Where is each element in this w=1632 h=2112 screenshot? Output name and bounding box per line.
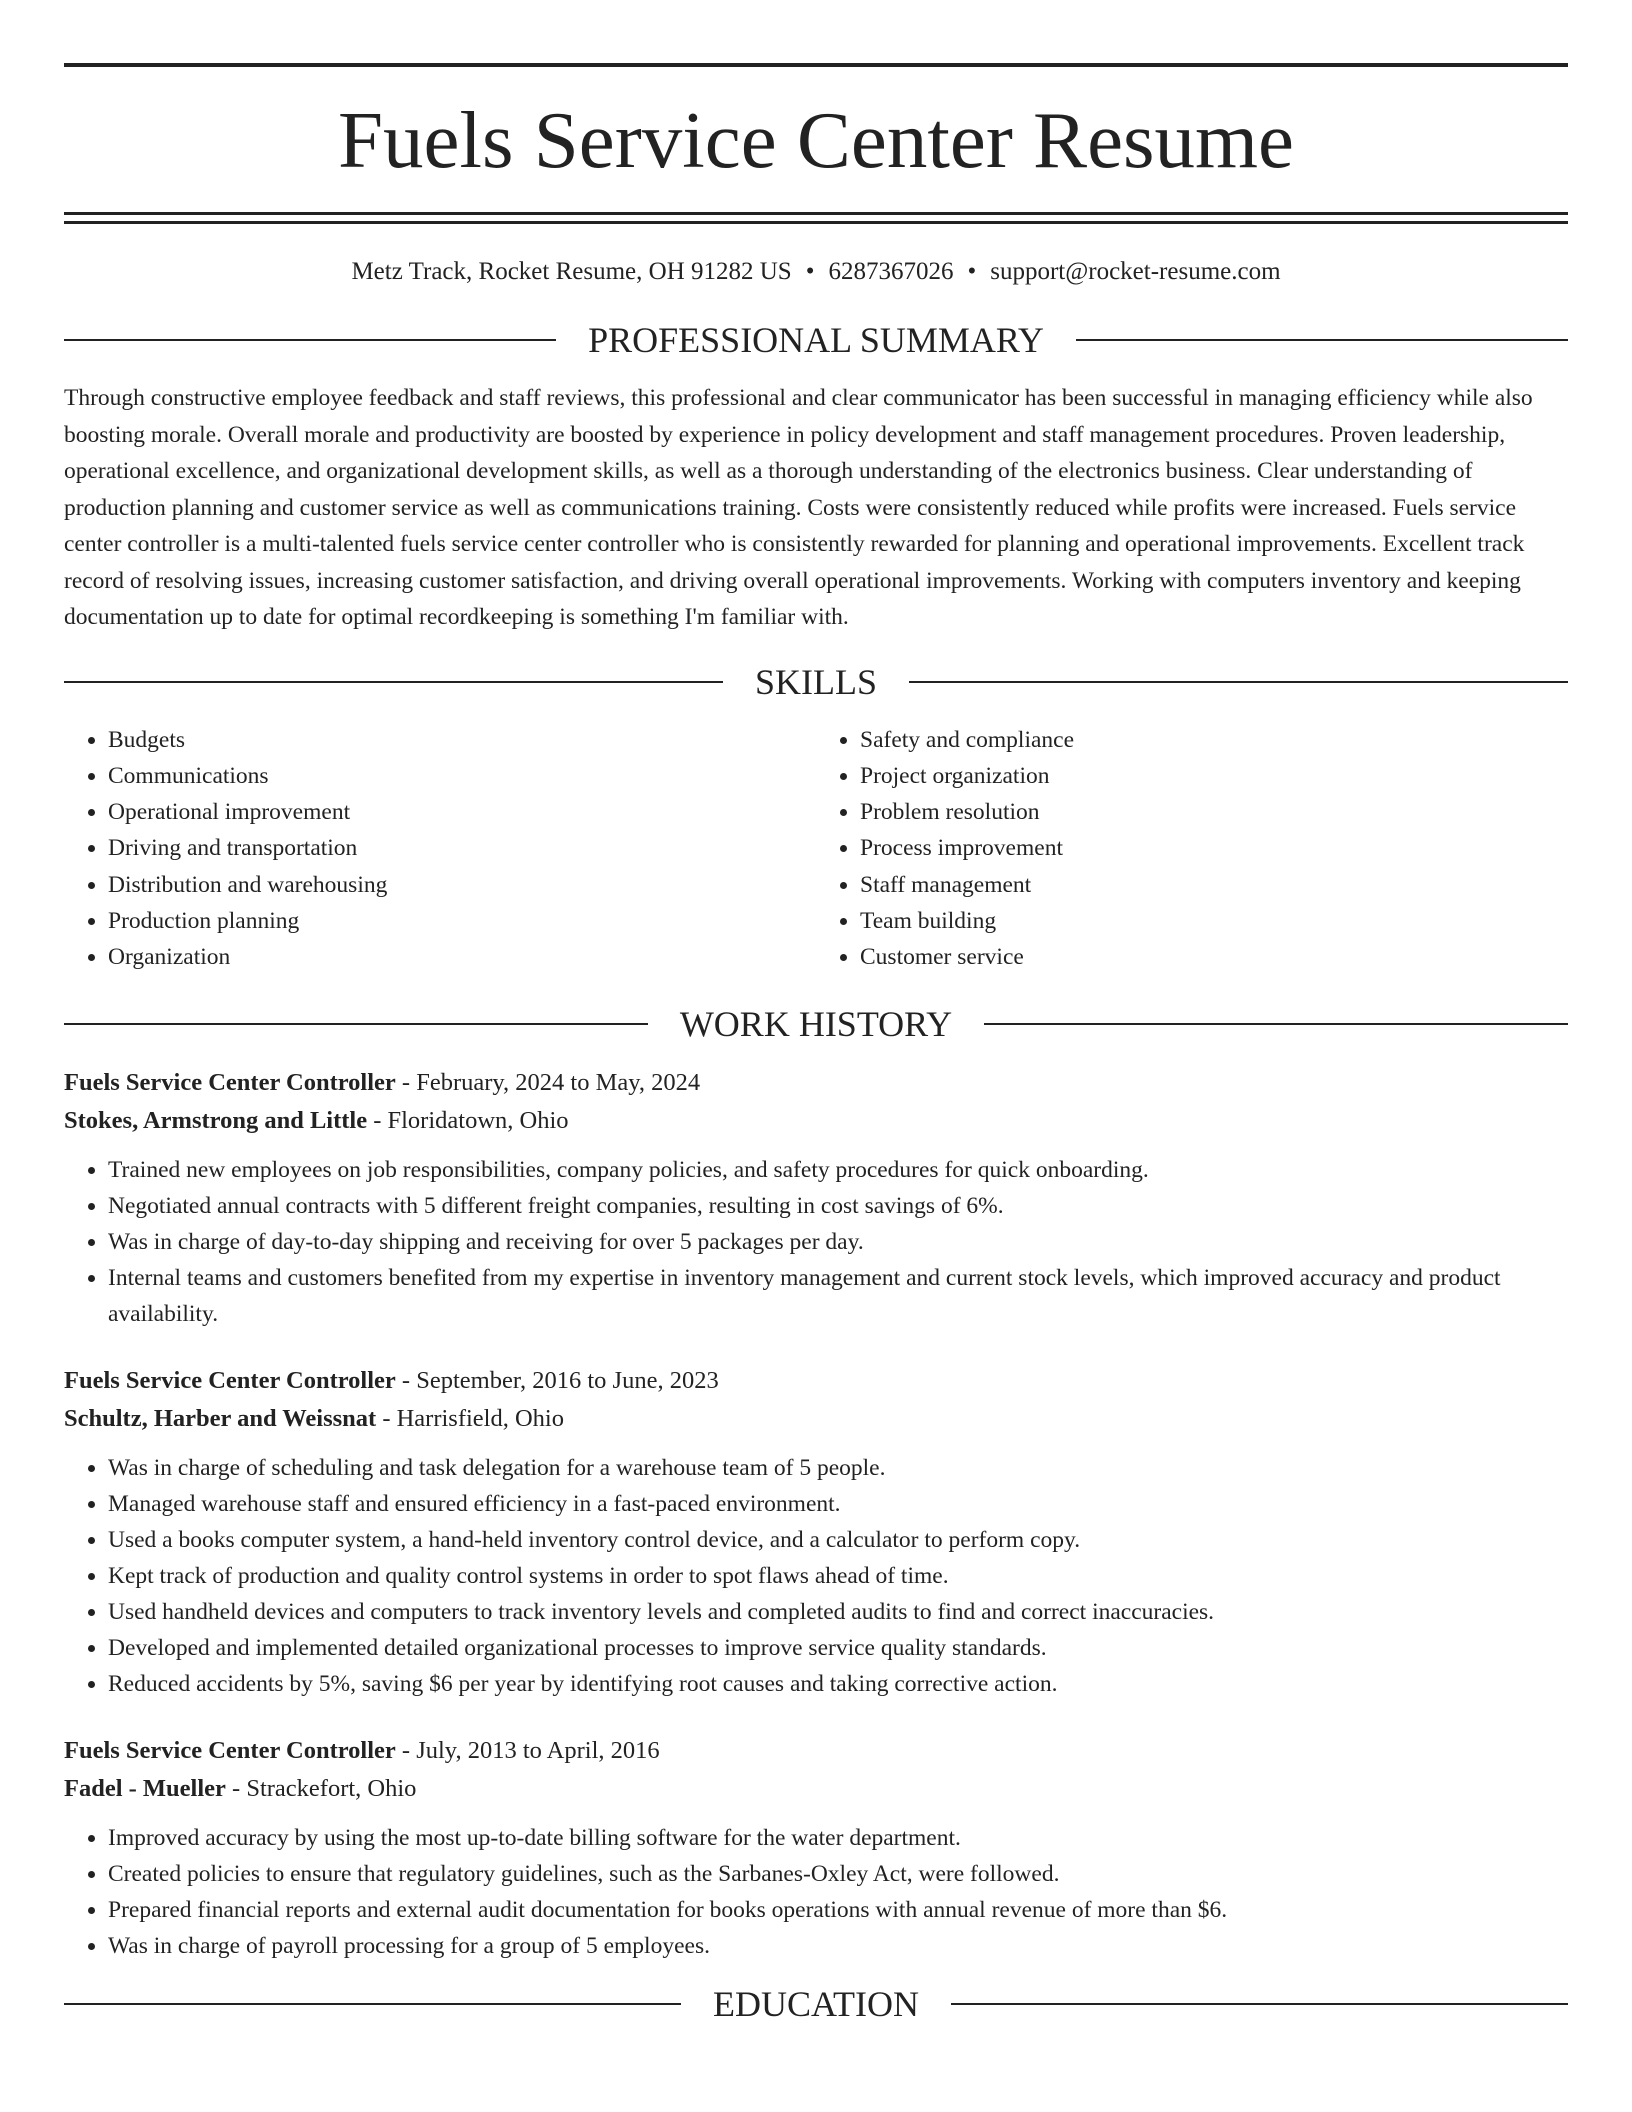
skill-item: • Team building bbox=[860, 903, 1568, 939]
skill-item: • Driving and transportation bbox=[108, 830, 816, 866]
job-title: Fuels Service Center Controller bbox=[64, 1736, 396, 1764]
section-title: EDUCATION bbox=[713, 1983, 919, 2024]
skill-item: • Customer service bbox=[860, 939, 1568, 975]
job-title: Fuels Service Center Controller bbox=[64, 1068, 396, 1096]
skill-item: • Communications bbox=[108, 758, 816, 794]
job-bullet: • Used a books computer system, a hand-held inventory control device, and a calculator to perform copy. bbox=[108, 1522, 1568, 1558]
skill-item: • Budgets bbox=[108, 722, 816, 758]
job-entry bbox=[64, 1064, 1568, 1332]
job-company: Schultz, Harber and Weissnat bbox=[64, 1404, 377, 1432]
job-bullet: • Reduced accidents by 5%, saving $6 per year by identifying root causes and taking corrective action. bbox=[108, 1666, 1568, 1702]
job-dates: - February, 2024 to May, 2024 bbox=[401, 1068, 701, 1096]
heading-rule-right bbox=[1076, 339, 1568, 341]
top-rule bbox=[64, 63, 1568, 67]
title-double-rule bbox=[64, 212, 1568, 224]
job-dates: - September, 2016 to June, 2023 bbox=[401, 1366, 719, 1394]
skill-item: • Organization bbox=[108, 939, 816, 975]
heading-rule-right bbox=[984, 1023, 1568, 1025]
job-entry bbox=[64, 1362, 1568, 1702]
section-heading-education bbox=[64, 1983, 1568, 2024]
job-title-row bbox=[64, 1732, 1568, 1770]
job-company-row bbox=[64, 1102, 1568, 1140]
job-bullets bbox=[64, 1450, 1568, 1702]
job-bullet: • Used handheld devices and computers to track inventory levels and completed audits to find and correct inaccuracies. bbox=[108, 1594, 1568, 1630]
contact-address: Metz Track, Rocket Resume, OH 91282 US bbox=[351, 258, 792, 285]
skills-list-right bbox=[816, 722, 1568, 976]
job-bullet: • Managed warehouse staff and ensured efficiency in a fast-paced environment. bbox=[108, 1486, 1568, 1522]
skill-item: • Project organization bbox=[860, 758, 1568, 794]
contact-separator: • bbox=[967, 258, 977, 285]
job-bullet: • Created policies to ensure that regulatory guidelines, such as the Sarbanes-Oxley Act, were followed. bbox=[108, 1856, 1568, 1892]
job-bullet: • Was in charge of day-to-day shipping and receiving for over 5 packages per day. bbox=[108, 1224, 1568, 1260]
job-bullets bbox=[64, 1152, 1568, 1332]
skill-item: • Operational improvement bbox=[108, 794, 816, 830]
job-company: Stokes, Armstrong and Little bbox=[64, 1106, 368, 1134]
job-company: Fadel - Mueller bbox=[64, 1774, 226, 1802]
contact-separator: • bbox=[805, 258, 815, 285]
job-bullet: • Prepared financial reports and external audit documentation for books operations with annual revenue of more than $6. bbox=[108, 1892, 1568, 1928]
job-company-row bbox=[64, 1770, 1568, 1808]
skills-list-left bbox=[64, 722, 816, 976]
job-title-row bbox=[64, 1362, 1568, 1400]
heading-rule-left bbox=[64, 1023, 648, 1025]
skill-item: • Safety and compliance bbox=[860, 722, 1568, 758]
job-bullet: • Trained new employees on job responsibilities, company policies, and safety procedures for quick onboarding. bbox=[108, 1152, 1568, 1188]
contact-phone: 6287367026 bbox=[828, 258, 954, 285]
job-bullet: • Was in charge of payroll processing for a group of 5 employees. bbox=[108, 1928, 1568, 1964]
job-location: - Harrisfield, Ohio bbox=[382, 1404, 564, 1432]
section-heading-skills bbox=[64, 661, 1568, 702]
section-title: WORK HISTORY bbox=[679, 1003, 953, 1044]
job-bullet: • Kept track of production and quality control systems in order to spot flaws ahead of time. bbox=[108, 1558, 1568, 1594]
heading-rule-left bbox=[64, 2003, 681, 2005]
job-bullet: • Developed and implemented detailed organizational processes to improve service quality standards. bbox=[108, 1630, 1568, 1666]
skills-columns bbox=[64, 722, 1568, 976]
contact-email: support@rocket-resume.com bbox=[990, 258, 1281, 285]
summary-paragraph: Through constructive employee feedback and staff reviews, this professional and clear communicator has been successful in managing efficiency while also boosting morale. Overall morale and productivity are boosted by experience in policy development and staff management procedures. Proven leadership, operational excellence, and organizational development skills, as well as a thorough understanding of the electronics business. Clear understanding of production planning and customer service as well as communications training. Costs were consistently reduced while profits were increased. Fuels service center controller is a multi-talented fuels service center controller who is consistently rewarded for planning and operational improvements. Excellent track record of resolving issues, increasing customer satisfaction, and driving overall operational improvements. Working with computers inventory and keeping documentation up to date for optimal recordkeeping is something I'm familiar with. bbox=[64, 385, 1533, 630]
contact-line bbox=[64, 258, 1568, 286]
job-title: Fuels Service Center Controller bbox=[64, 1366, 396, 1394]
job-bullet: • Was in charge of scheduling and task delegation for a warehouse team of 5 people. bbox=[108, 1450, 1568, 1486]
heading-rule-left bbox=[64, 681, 723, 683]
skill-item: • Production planning bbox=[108, 903, 816, 939]
job-bullets bbox=[64, 1820, 1568, 1964]
heading-rule-left bbox=[64, 339, 556, 341]
job-company-row bbox=[64, 1400, 1568, 1438]
job-title-row bbox=[64, 1064, 1568, 1102]
job-location: - Floridatown, Ohio bbox=[373, 1106, 569, 1134]
section-heading-summary bbox=[64, 322, 1568, 358]
skill-item: • Distribution and warehousing bbox=[108, 867, 816, 903]
job-bullet: • Internal teams and customers benefited from my expertise in inventory management and current stock levels, which improved accuracy and product availability. bbox=[108, 1260, 1568, 1332]
skill-item: • Process improvement bbox=[860, 830, 1568, 866]
section-title: PROFESSIONAL SUMMARY bbox=[588, 320, 1044, 360]
section-heading-work-history bbox=[64, 1003, 1568, 1044]
heading-rule-right bbox=[951, 2003, 1568, 2005]
skill-item: • Problem resolution bbox=[860, 794, 1568, 830]
heading-rule-right bbox=[909, 681, 1568, 683]
section-title: SKILLS bbox=[755, 661, 878, 702]
job-bullet: • Negotiated annual contracts with 5 different freight companies, resulting in cost savings of 6%. bbox=[108, 1188, 1568, 1224]
resume-title: Fuels Service Center Resume bbox=[337, 95, 1295, 185]
job-entry bbox=[64, 1732, 1568, 1964]
skill-item: • Staff management bbox=[860, 867, 1568, 903]
job-dates: - July, 2013 to April, 2016 bbox=[401, 1736, 660, 1764]
job-bullet: • Improved accuracy by using the most up-to-date billing software for the water department. bbox=[108, 1820, 1568, 1856]
job-location: - Strackefort, Ohio bbox=[232, 1774, 417, 1802]
